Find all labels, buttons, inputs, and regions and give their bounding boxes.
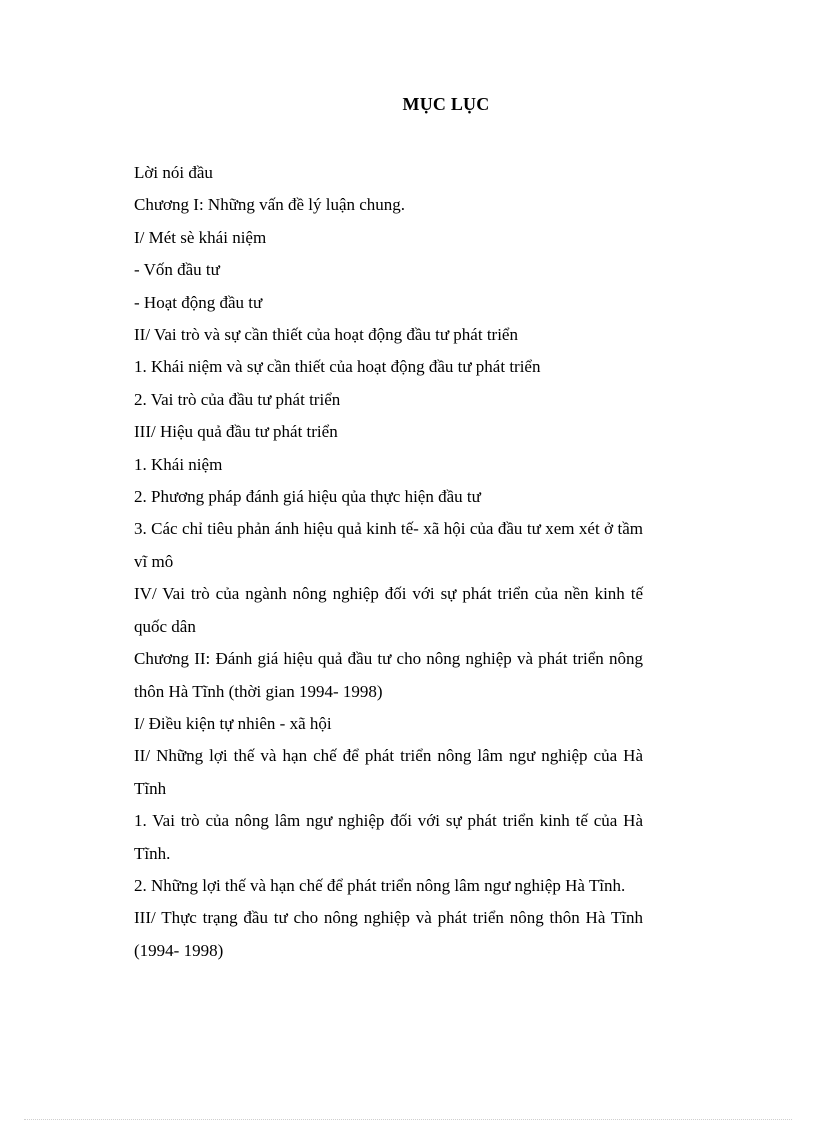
table-of-contents (134, 157, 643, 967)
toc-entry: III/ Hiệu quả đầu tư phát triển (134, 422, 338, 442)
toc-entry: 2. Những lợi thế và hạn chế để phát triển nông lâm ngư nghiệp Hà Tĩnh. (134, 875, 626, 895)
toc-entry: 1. Khái niệm (134, 454, 223, 474)
toc-entry: 1. Khái niệm và sự cần thiết của hoạt động đầu tư phát triển (134, 357, 541, 377)
toc-entry-preface: Lời nói đầu (134, 163, 213, 182)
toc-entry: IV/ Vai trò của ngành nông nghiệp đối với sự phát triển của nền kinh tế quốc dân (134, 584, 643, 636)
toc-entry: II/ Vai trò và sự cần thiết của hoạt động đầu tư phát triển (134, 325, 518, 345)
toc-entry-chapter-1: Chương I: Những vấn đề lý luận chung. (134, 195, 406, 215)
toc-entry: I/ Mét sè khái niệm (134, 227, 267, 247)
toc-entry: II/ Những lợi thế và hạn chế để phát triển nông lâm ngư nghiệp của Hà Tĩnh (134, 746, 643, 798)
toc-entry: - Vốn đầu tư (134, 260, 220, 280)
toc-entry: 2. Phương pháp đánh giá hiệu qủa thực hiện đầu tư (134, 487, 481, 507)
toc-entry: I/ Điều kiện tự nhiên - xã hội (134, 713, 332, 733)
toc-entry: 2. Vai trò của đầu tư phát triển (134, 389, 341, 409)
toc-entry: 1. Vai trò của nông lâm ngư nghiệp đối với sự phát triển kinh tế của Hà Tĩnh. (134, 811, 643, 863)
page-bottom-divider (24, 1119, 792, 1120)
toc-entry-chapter-2: Chương II: Đánh giá hiệu quả đầu tư cho nông nghiệp và phát triển nông thôn Hà Tĩnh (thời gian 1994- 1998) (134, 649, 643, 701)
toc-entry: 3. Các chỉ tiêu phản ánh hiệu quả kinh tế- xã hội của đầu tư xem xét ở tầm vĩ mô (134, 519, 643, 571)
page-title: MỤC LỤC (402, 94, 490, 114)
toc-entry: - Hoạt động đầu tư (134, 292, 263, 312)
toc-entry: III/ Thực trạng đầu tư cho nông nghiệp và phát triển nông thôn Hà Tĩnh (1994- 1998) (134, 908, 643, 960)
